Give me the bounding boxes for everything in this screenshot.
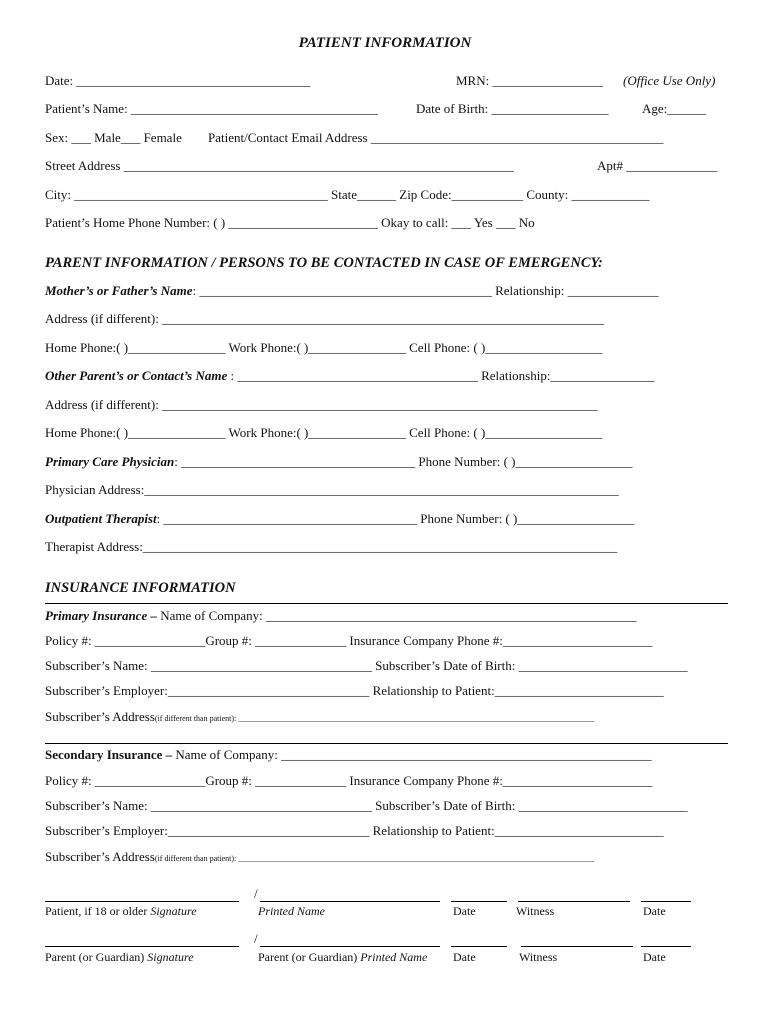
primary-insurance-row[interactable]: [45, 608, 637, 624]
pcp-row[interactable]: [45, 454, 633, 470]
secondary-policy-row[interactable]: Policy #: _________________Group #: ______________ Insurance Company Phone #:_______________________: [45, 773, 653, 788]
patient-name-field[interactable]: Patient’s Name: ______________________________________: [45, 101, 378, 116]
primary-insurance-label: Primary Insurance –: [45, 608, 157, 623]
patient-signature-caption: Patient, if 18 or older Signature: [45, 904, 197, 918]
witness-date-caption: Date: [643, 950, 666, 964]
date-caption: Date: [453, 950, 476, 964]
page-title: PATIENT INFORMATION: [298, 35, 472, 51]
witness-caption: Witness: [519, 950, 558, 964]
secondary-employer-row[interactable]: Subscriber’s Employer:_______________________________ Relationship to Patient:__________________________: [45, 823, 664, 838]
witness-date-caption: Date: [643, 904, 666, 918]
dob-field[interactable]: Date of Birth: __________________: [416, 101, 609, 116]
witness-date-line[interactable]: [641, 901, 691, 902]
section-divider: [45, 743, 728, 744]
mother-father-label: Mother’s or Father’s Name: [45, 283, 193, 298]
phones-row-1[interactable]: Home Phone:( )_______________ Work Phone:( )_______________ Cell Phone: ( )__________________: [45, 340, 603, 355]
guardian-printed-name-caption: Parent (or Guardian) Printed Name: [258, 950, 428, 964]
guardian-signature-caption: Parent (or Guardian) Signature: [45, 950, 194, 964]
mrn-field[interactable]: MRN: _________________: [456, 73, 603, 88]
email-field[interactable]: Patient/Contact Email Address _____________________________________________: [208, 130, 664, 145]
witness-line[interactable]: [521, 946, 633, 947]
secondary-address-field[interactable]: (if different than patient): _________________________________________________________________________________________: [154, 854, 595, 863]
other-contact-field[interactable]: : _____________________________________ Relationship:________________: [227, 368, 655, 383]
therapist-row[interactable]: [45, 511, 634, 527]
parent-section-heading: PARENT INFORMATION / PERSONS TO BE CONTACTED IN CASE OF EMERGENCY:: [45, 255, 603, 271]
physician-address-field[interactable]: Physician Address:_________________________________________________________________________: [45, 482, 619, 497]
primary-employer-row[interactable]: Subscriber’s Employer:_______________________________ Relationship to Patient:__________________________: [45, 683, 664, 698]
slash-mark: /: [254, 931, 258, 946]
printed-name-line[interactable]: [260, 901, 440, 902]
phones-row-2[interactable]: Home Phone:( )_______________ Work Phone:( )_______________ Cell Phone: ( )__________________: [45, 425, 603, 440]
pcp-label: Primary Care Physician: [45, 454, 175, 469]
therapist-field[interactable]: : _______________________________________ Phone Number: ( )__________________: [156, 511, 635, 526]
guardian-printed-name-line[interactable]: [260, 946, 440, 947]
age-field[interactable]: Age:______: [642, 101, 707, 116]
printed-name-caption: Printed Name: [258, 904, 325, 918]
therapist-address-field[interactable]: Therapist Address:_________________________________________________________________________: [45, 539, 618, 554]
city-state-zip-field[interactable]: City: _______________________________________ State______ Zip Code:___________ County: ____________: [45, 187, 650, 202]
secondary-company-field[interactable]: Name of Company: _________________________________________________________: [172, 747, 652, 762]
street-field[interactable]: Street Address ____________________________________________________________: [45, 158, 514, 173]
primary-address-field[interactable]: (if different than patient): _________________________________________________________________________________________: [154, 714, 595, 723]
secondary-subscriber-row[interactable]: Subscriber’s Name: __________________________________ Subscriber’s Date of Birth: __________________________: [45, 798, 688, 813]
primary-company-field[interactable]: Name of Company: _________________________________________________________: [156, 608, 637, 623]
mother-father-row[interactable]: [45, 283, 659, 299]
address-field-2[interactable]: Address (if different): ___________________________________________________________________: [45, 397, 598, 412]
secondary-address-label: Subscriber’s Address: [45, 849, 155, 864]
primary-address-row[interactable]: [45, 709, 725, 727]
slash-mark: /: [254, 886, 258, 901]
other-contact-label: Other Parent’s or Contact’s Name: [45, 368, 228, 383]
apt-field[interactable]: Apt# ______________: [597, 158, 718, 173]
secondary-insurance-label: Secondary Insurance –: [45, 747, 173, 762]
date-field[interactable]: Date: ____________________________________: [45, 73, 311, 88]
secondary-address-row[interactable]: [45, 849, 725, 867]
address-field-1[interactable]: Address (if different): ____________________________________________________________________: [45, 311, 605, 326]
mother-father-field[interactable]: : _____________________________________________ Relationship: ______________: [192, 283, 659, 298]
primary-policy-row[interactable]: Policy #: _________________Group #: ______________ Insurance Company Phone #:_______________________: [45, 633, 653, 648]
date-line[interactable]: [451, 946, 507, 947]
witness-date-line[interactable]: [641, 946, 691, 947]
secondary-insurance-row[interactable]: [45, 747, 652, 763]
primary-subscriber-row[interactable]: Subscriber’s Name: __________________________________ Subscriber’s Date of Birth: __________________________: [45, 658, 688, 673]
guardian-signature-line[interactable]: [45, 946, 239, 947]
patient-signature-line[interactable]: [45, 901, 239, 902]
therapist-label: Outpatient Therapist: [45, 511, 157, 526]
other-contact-row[interactable]: [45, 368, 654, 384]
office-use-note: (Office Use Only): [623, 73, 716, 88]
witness-caption: Witness: [516, 904, 555, 918]
date-caption: Date: [453, 904, 476, 918]
witness-line[interactable]: [518, 901, 630, 902]
pcp-field[interactable]: : ____________________________________ Phone Number: ( )__________________: [174, 454, 633, 469]
insurance-section-heading: INSURANCE INFORMATION: [45, 580, 236, 596]
sex-field[interactable]: Sex: ___ Male___ Female: [45, 130, 182, 145]
section-divider: [45, 603, 728, 604]
home-phone-field[interactable]: Patient’s Home Phone Number: ( ) _______________________ Okay to call: ___ Yes ___ No: [45, 215, 535, 230]
primary-address-label: Subscriber’s Address: [45, 709, 155, 724]
date-line[interactable]: [451, 901, 507, 902]
